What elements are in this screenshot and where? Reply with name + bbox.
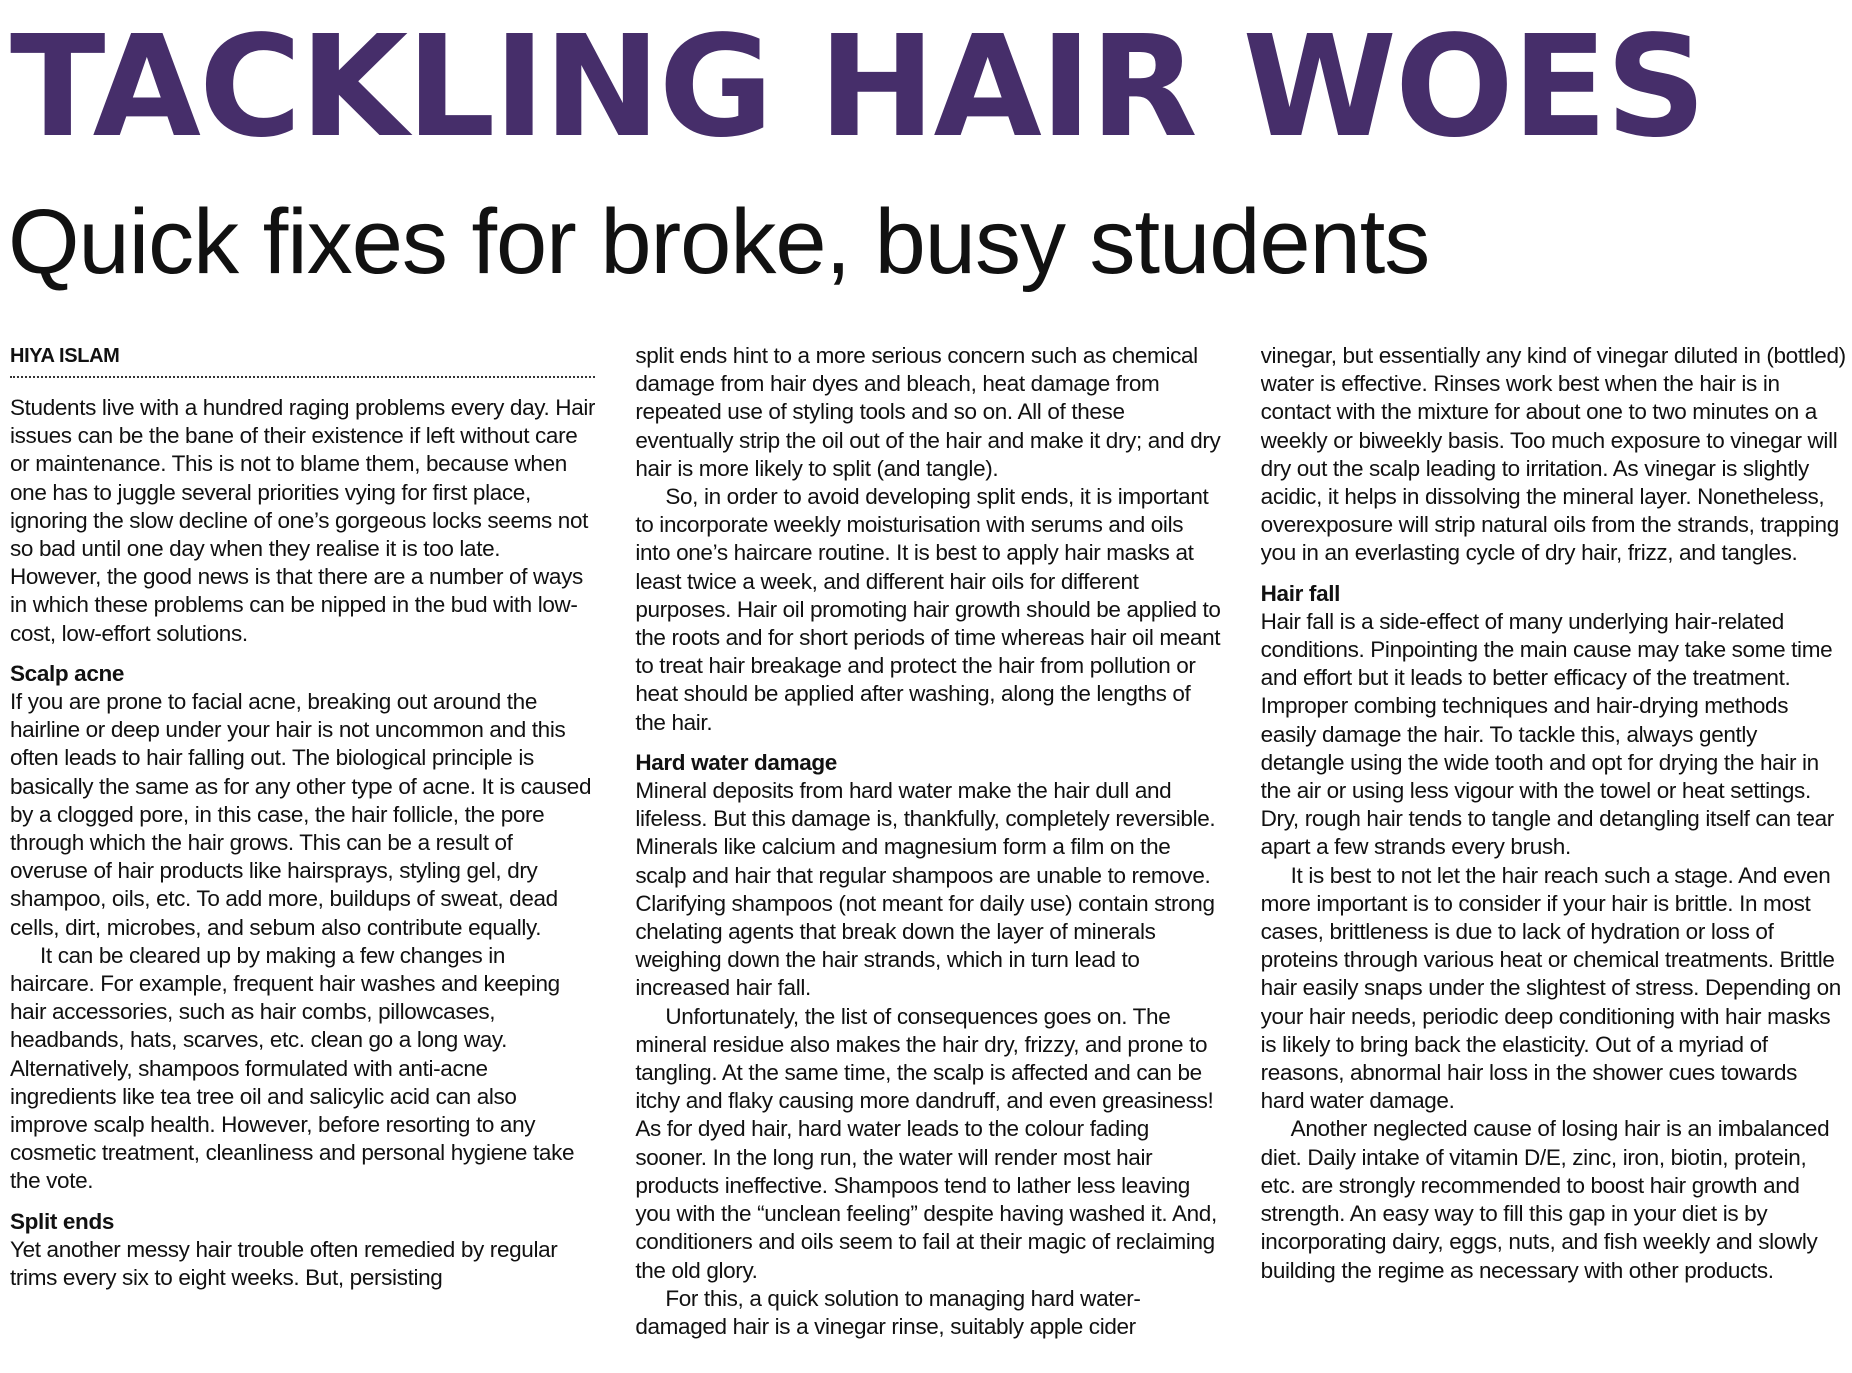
column-2	[635, 342, 1220, 1370]
section-heading-scalp-acne: Scalp acne	[10, 660, 125, 686]
column-3	[1261, 342, 1846, 1370]
paragraph: If you are prone to facial acne, breaking out around the hairline or deep under your hair is not uncommon and this often leads to hair falling out. The biological principle is basically the same as for any other type of acne. It is caused by a clogged pore, in this case, the hair follicle, the pore through which the hair grows. This can be a result of overuse of hair products like hairsprays, styling gel, dry shampoo, oils, etc. To add more, buildups of sweat, dead cells, dirt, microbes, and sebum also contribute equally.	[10, 689, 592, 940]
paragraph: Mineral deposits from hard water make the hair dull and lifeless. But this damage is, thankfully, completely reversible. Minerals like calcium and magnesium form a film on the scalp and hair that regular shampoos are unable to remove. Clarifying shampoos (not meant for daily use) contain strong chelating agents that break down the layer of minerals weighing down the hair strands, which in turn lead to increased hair fall.	[635, 778, 1216, 1001]
section-heading-hair-fall: Hair fall	[1260, 580, 1341, 606]
paragraph: For this, a quick solution to managing hard water-damaged hair is a vinegar rinse, suitably apple cider	[635, 1285, 1141, 1339]
paragraph: So, in order to avoid developing split ends, it is important to incorporate weekly moisturisation with serums and oils into one’s haircare routine. It is best to apply hair masks at least twice a week, and different hair oils for different purposes. Hair oil promoting hair growth should be applied to the roots and for short periods of time whereas hair oil meant to treat hair breakage and protect the hair from pollution or heat should be applied after washing, along the lengths of the hair.	[635, 484, 1221, 735]
byline: HIYA ISLAM	[10, 342, 595, 378]
section-heading-split-ends: Split ends	[10, 1208, 115, 1234]
section-heading-hard-water-damage: Hard water damage	[635, 749, 837, 775]
headline: TACKLING HAIR WOES	[10, 6, 1705, 169]
paragraph: Unfortunately, the list of consequences goes on. The mineral residue also makes the hair dry, frizzy, and prone to tangling. At the same time, the scalp is affected and can be itchy and flaky causing more dandruff, and even greasiness! As for dyed hair, hard water leads to the colour fading sooner. In the long run, the water will render most hair products ineffective. Shampoos tend to lather less leaving you with the “unclean feeling” despite having washed it. And, conditioners and oils seem to fail at their magic of reclaiming the old glory.	[635, 1003, 1217, 1283]
column-1	[10, 342, 595, 1370]
paragraph: Another neglected cause of losing hair is an imbalanced diet. Daily intake of vitamin D/E, zinc, iron, biotin, protein, etc. are strongly recommended to boost hair growth and strength. An easy way to fill this gap in your diet is by incorporating dairy, eggs, nuts, and fish weekly and slowly building the regime as necessary with other products.	[1260, 1116, 1830, 1283]
article-body	[10, 342, 1846, 1370]
paragraph: split ends hint to a more serious concern such as chemical damage from hair dyes and bleach, heat damage from repeated use of styling tools and so on. All of these eventually strip the oil out of the hair and make it dry; and dry hair is more likely to split (and tangle).	[635, 343, 1221, 481]
paragraph: It is best to not let the hair reach such a stage. And even more important is to consider if your hair is brittle. In most cases, brittleness is due to lack of hydration or loss of proteins through various heat or chemical treatments. Brittle hair easily snaps under the slightest of stress. Depending on your hair needs, periodic deep conditioning with hair masks is likely to bring back the elasticity. Out of a myriad of reasons, abnormal hair loss in the shower cues towards hard water damage.	[1260, 862, 1841, 1114]
subheadline: Quick fixes for broke, busy students	[8, 191, 1430, 293]
paragraph: Yet another messy hair trouble often remedied by regular trims every six to eight weeks. But, persisting	[10, 1236, 558, 1291]
paragraph: vinegar, but essentially any kind of vinegar diluted in (bottled) water is effective. Rinses work best when the hair is in contact with the mixture for about one to two minutes on a weekly or biweekly basis. Too much exposure to vinegar will dry out the scalp leading to irritation. As vinegar is slightly acidic, it helps in dissolving the mineral layer. Nonetheless, overexposure will strip natural oils from the strands, trapping you in an everlasting cycle of dry hair, frizz, and tangles.	[1260, 343, 1846, 566]
paragraph: Hair fall is a side-effect of many underlying hair-related conditions. Pinpointing the main cause may take some time and effort but it leads to better efficacy of the treatment. Improper combing techniques and hair-drying methods easily damage the hair. To tackle this, always gently detangle using the wide tooth and opt for drying the hair in the air or using less vigour with the towel or heat settings. Dry, rough hair tends to tangle and detangling itself can tear apart a few strands every brush.	[1260, 608, 1834, 860]
paragraph: It can be cleared up by making a few changes in haircare. For example, frequent hair washes and keeping hair accessories, such as hair combs, pillowcases, headbands, hats, scarves, etc. clean go a long way. Alternatively, shampoos formulated with anti-acne ingredients like tea tree oil and salicylic acid can also improve scalp health. However, before resorting to any cosmetic treatment, cleanliness and personal hygiene take the vote.	[10, 942, 575, 1194]
paragraph: Students live with a hundred raging problems every day. Hair issues can be the bane of their existence if left without care or maintenance. This is not to blame them, because when one has to juggle several priorities vying for first place, ignoring the slow decline of one’s gorgeous locks seems not so bad until one day when they realise it is too late. However, the good news is that there are a number of ways in which these problems can be nipped in the bud with low-cost, low-effort solutions.	[10, 395, 596, 646]
